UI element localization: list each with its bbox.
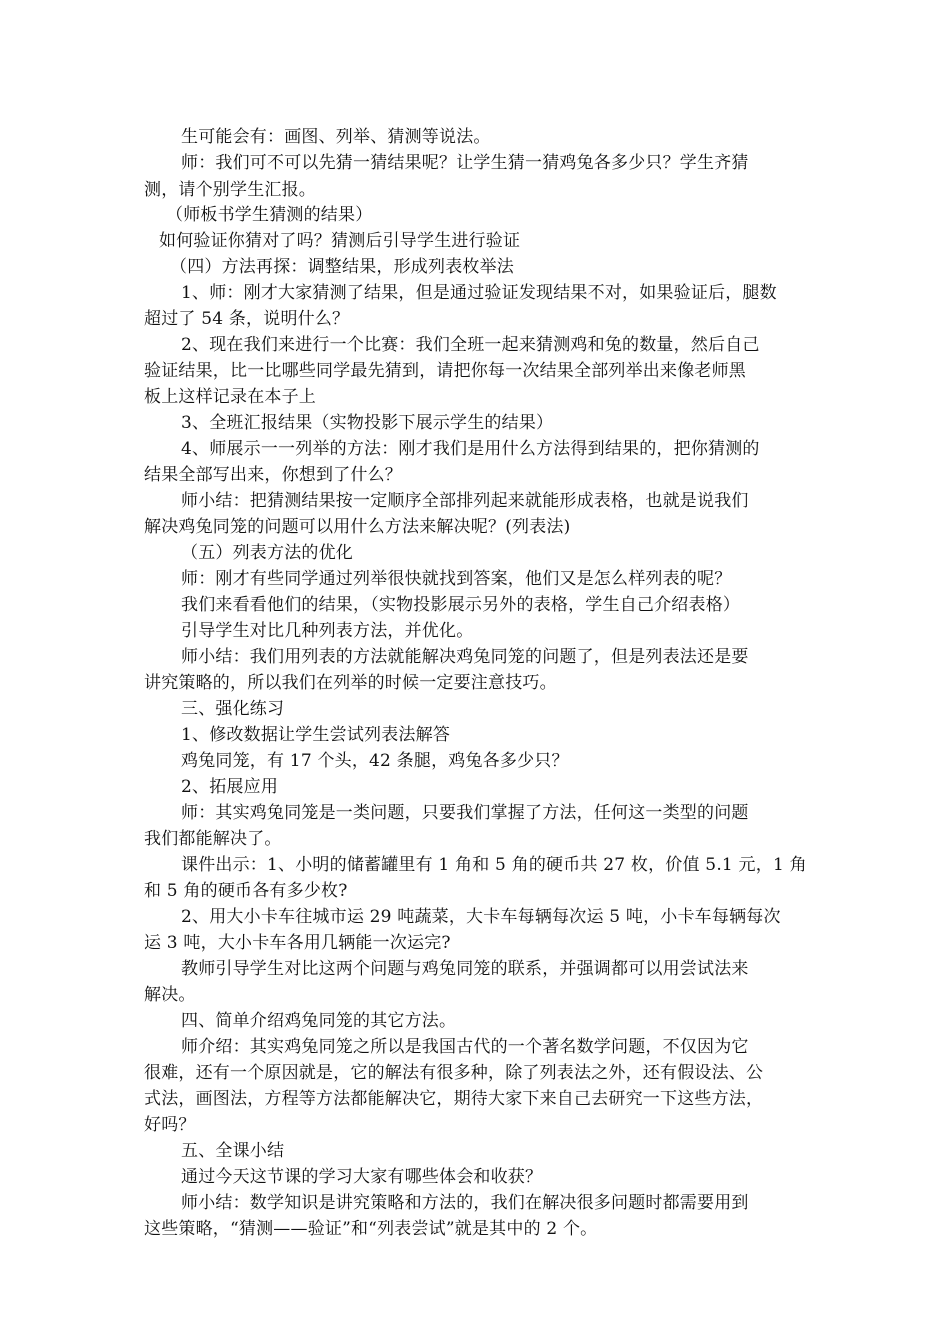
text-line: 如何验证你猜对了吗？猜测后引导学生进行验证: [159, 231, 521, 251]
text-line: 好吗？: [144, 1115, 196, 1135]
text-line: 很难，还有一个原因就是，它的解法有很多种，除了列表法之外，还有假设法、公: [144, 1063, 764, 1083]
section-heading: （四）方法再探：调整结果，形成列表枚举法: [170, 257, 514, 277]
text-line: （师板书学生猜测的结果）: [166, 205, 373, 225]
text-line: 3、全班汇报结果（实物投影下展示学生的结果）: [181, 413, 554, 433]
section-heading: 五、全课小结: [181, 1141, 285, 1161]
text-line: 师：我们可不可以先猜一猜结果呢？让学生猜一猜鸡兔各多少只？学生齐猜: [181, 153, 749, 173]
section-heading: （五）列表方法的优化: [181, 543, 353, 563]
text-line: 超过了 54 条，说明什么？: [144, 309, 350, 329]
text-line: 验证结果，比一比哪些同学最先猜到，请把你每一次结果全部列举出来像老师黑: [144, 361, 746, 381]
text-line: 2、拓展应用: [181, 777, 279, 797]
text-line: 我们来看看他们的结果，（实物投影展示另外的表格，学生自己介绍表格）: [181, 595, 741, 615]
section-heading: 四、简单介绍鸡兔同笼的其它方法。: [181, 1011, 457, 1031]
text-line: 课件出示：1、小明的储蓄罐里有 1 角和 5 角的硬币共 27 枚，价值 5.1 元，1 角: [181, 855, 807, 875]
text-line: 1、师：刚才大家猜测了结果，但是通过验证发现结果不对，如果验证后，腿数: [181, 283, 777, 303]
text-line: 解决鸡兔同笼的问题可以用什么方法来解决呢？(列表法): [144, 517, 571, 537]
section-heading: 三、强化练习: [181, 699, 285, 719]
text-line: 师小结：数学知识是讲究策略和方法的，我们在解决很多问题时都需要用到: [181, 1193, 749, 1213]
text-line: 结果全部写出来，你想到了什么？: [144, 465, 402, 485]
text-line: 解决。: [144, 985, 196, 1005]
text-line: 测，请个别学生汇报。: [144, 180, 316, 200]
text-line: 板上这样记录在本子上: [144, 387, 316, 407]
text-line: 生可能会有：画图、列举、猜测等说法。: [181, 127, 491, 147]
text-line: 1、修改数据让学生尝试列表法解答: [181, 725, 451, 745]
text-line: 和 5 角的硬币各有多少枚?: [144, 881, 348, 901]
text-line: 通过今天这节课的学习大家有哪些体会和收获？: [181, 1167, 543, 1187]
text-line: 式法，画图法，方程等方法都能解决它，期待大家下来自己去研究一下这些方法，: [144, 1089, 764, 1109]
text-line: 2、现在我们来进行一个比赛：我们全班一起来猜测鸡和兔的数量，然后自己: [181, 335, 760, 355]
text-line: 师：刚才有些同学通过列举很快就找到答案，他们又是怎么样列表的呢？: [181, 569, 732, 589]
text-line: 运 3 吨，大小卡车各用几辆能一次运完?: [144, 933, 451, 953]
text-line: 引导学生对比几种列表方法，并优化。: [181, 621, 474, 641]
text-line: 我们都能解决了。: [144, 829, 282, 849]
text-line: 鸡兔同笼，有 17 个头，42 条腿，鸡兔各多少只？: [181, 751, 569, 771]
text-line: 师介绍：其实鸡兔同笼之所以是我国古代的一个著名数学问题，不仅因为它: [181, 1037, 749, 1057]
text-line: 师小结：我们用列表的方法就能解决鸡兔同笼的问题了，但是列表法还是要: [181, 647, 749, 667]
text-line: 讲究策略的，所以我们在列举的时候一定要注意技巧。: [144, 673, 557, 693]
text-line: 这些策略，“猜测——验证”和“列表尝试”就是其中的 2 个。: [144, 1219, 598, 1239]
text-line: 2、用大小卡车往城市运 29 吨蔬菜，大卡车每辆每次运 5 吨，小卡车每辆每次: [181, 907, 781, 927]
text-line: 师小结：把猜测结果按一定顺序全部排列起来就能形成表格，也就是说我们: [181, 491, 749, 511]
text-line: 教师引导学生对比这两个问题与鸡兔同笼的联系，并强调都可以用尝试法来: [181, 959, 749, 979]
text-line: 4、师展示一一列举的方法：刚才我们是用什么方法得到结果的，把你猜测的: [181, 439, 760, 459]
text-line: 师：其实鸡兔同笼是一类问题，只要我们掌握了方法，任何这一类型的问题: [181, 803, 749, 823]
